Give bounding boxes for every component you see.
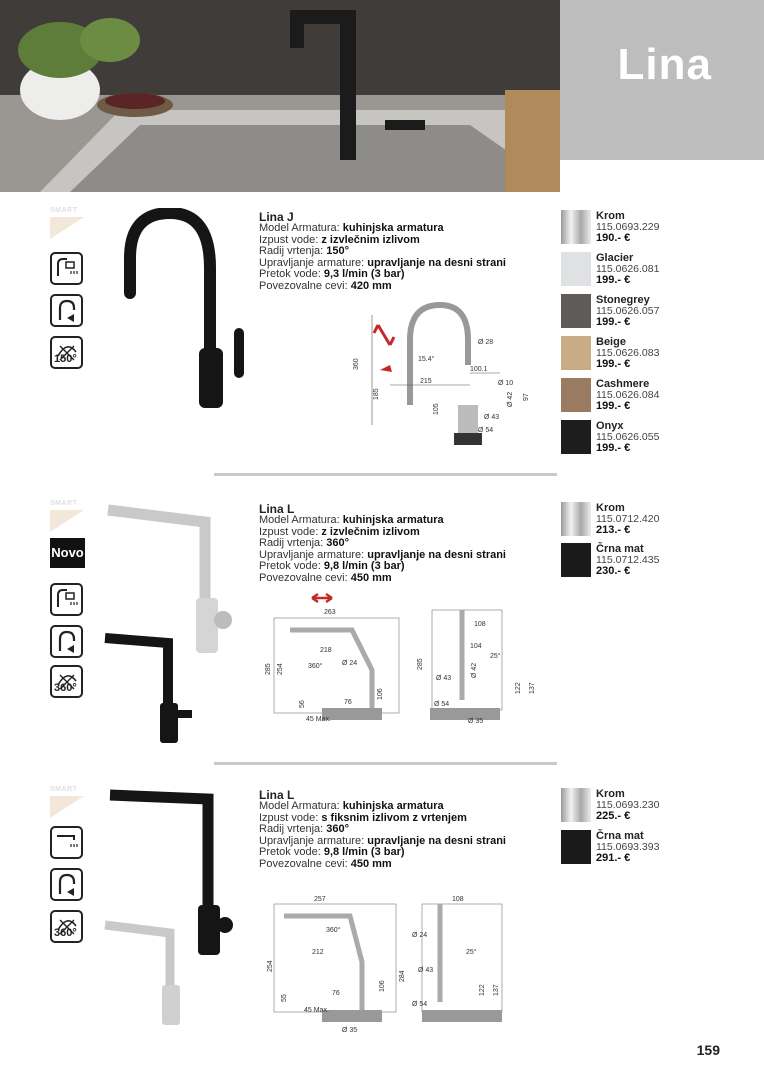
variant-code: 115.0693.229	[596, 221, 660, 233]
product-title: Lina L	[259, 788, 295, 802]
svg-text:257: 257	[314, 896, 326, 903]
svg-text:45 Max.: 45 Max.	[306, 716, 331, 723]
swatch-beige	[561, 336, 591, 370]
section-divider	[214, 473, 557, 476]
svg-text:360: 360	[353, 358, 360, 370]
spec-list: Model Armatura: kuhinjska armatura Izpust vode: z izvlečnim izlivom Radij vrtenja: 360° Upravljanje armature: upravljanje na desni strani Pretok vode: 9,8 l/min (3 bar) Povezovalne cevi: 450 mm	[259, 514, 506, 584]
swatch-onyx	[561, 420, 591, 454]
svg-text:284: 284	[399, 970, 406, 982]
page-title: Lina	[617, 40, 712, 89]
swatch-krom	[561, 210, 591, 244]
rotation-150-icon	[50, 336, 83, 369]
variant-price: 199.- €	[596, 358, 631, 370]
rotation-360-icon	[50, 665, 83, 698]
swatch-glacier	[561, 252, 591, 286]
rotation-label: 150°	[54, 353, 77, 365]
variant-name: Črna mat	[596, 830, 644, 842]
section-divider	[214, 762, 557, 765]
svg-text:122: 122	[515, 682, 522, 694]
svg-text:212: 212	[312, 949, 324, 956]
variant-code: 115.0693.393	[596, 841, 660, 853]
variant-code: 115.0626.081	[596, 263, 660, 275]
technical-drawing	[262, 590, 547, 735]
swatch-cashmere	[561, 378, 591, 412]
variant-code: 115.0712.435	[596, 554, 660, 566]
svg-text:Ø 54: Ø 54	[412, 1001, 428, 1008]
svg-text:105: 105	[433, 403, 440, 415]
svg-text:254: 254	[267, 960, 274, 972]
variant-name: Krom	[596, 788, 625, 800]
title-box	[560, 0, 764, 160]
svg-text:Ø 54: Ø 54	[434, 701, 450, 708]
svg-text:Ø 35: Ø 35	[468, 718, 484, 725]
svg-text:Ø 42: Ø 42	[507, 391, 514, 407]
svg-text:108: 108	[474, 621, 486, 628]
variant-name: Krom	[596, 210, 625, 222]
svg-text:285: 285	[417, 658, 424, 670]
rotation-label: 360°	[54, 682, 77, 694]
svg-text:122: 122	[479, 984, 486, 996]
page-number: 159	[696, 1042, 720, 1058]
svg-text:215: 215	[420, 378, 432, 385]
svg-text:15.4°: 15.4°	[418, 356, 435, 363]
smart-badge	[50, 786, 84, 818]
new-badge: Novo	[50, 538, 85, 568]
svg-text:137: 137	[493, 984, 500, 996]
svg-text:106: 106	[377, 688, 384, 700]
variant-price: 199.- €	[596, 400, 631, 412]
svg-text:218: 218	[320, 647, 332, 654]
svg-text:254: 254	[277, 663, 284, 675]
svg-text:360°: 360°	[326, 927, 341, 934]
rotation-label: 360°	[54, 927, 77, 939]
variant-name: Beige	[596, 336, 626, 348]
svg-text:97: 97	[523, 393, 530, 401]
smart-label: SMART	[50, 786, 78, 793]
kitchen-sink-photo	[0, 0, 560, 192]
smart-label: SMART	[50, 500, 78, 507]
variant-code: 115.0626.057	[596, 305, 660, 317]
high-spout-icon	[50, 868, 83, 901]
high-spout-icon	[50, 625, 83, 658]
svg-text:285: 285	[265, 663, 272, 675]
svg-text:55: 55	[281, 994, 288, 1002]
variant-price: 225.- €	[596, 810, 631, 822]
svg-text:76: 76	[332, 990, 340, 997]
svg-text:108: 108	[452, 896, 464, 903]
variant-price: 230.- €	[596, 565, 631, 577]
product-title: Lina J	[259, 210, 294, 224]
smart-badge	[50, 500, 84, 532]
svg-text:25°: 25°	[490, 653, 501, 660]
svg-text:263: 263	[324, 609, 336, 616]
svg-text:Ø 28: Ø 28	[478, 339, 494, 346]
fixed-spout-icon	[50, 826, 83, 859]
high-spout-icon	[50, 294, 83, 327]
swatch-stonegrey	[561, 294, 591, 328]
variant-name: Onyx	[596, 420, 624, 432]
product-title: Lina L	[259, 502, 295, 516]
svg-text:137: 137	[529, 682, 536, 694]
variant-price: 291.- €	[596, 852, 631, 864]
svg-text:Ø 24: Ø 24	[412, 932, 428, 939]
svg-text:Ø 54: Ø 54	[478, 427, 494, 434]
variant-name: Krom	[596, 502, 625, 514]
spec-list: Model Armatura: kuhinjska armatura Izpust vode: z izvlečnim izlivom Radij vrtenja: 150° Upravljanje armature: upravljanje na desni strani Pretok vode: 9,3 l/min (3 bar) Povezovalne cevi: 420 mm	[259, 222, 506, 292]
svg-text:Ø 43: Ø 43	[484, 414, 500, 421]
swatch-crna-mat	[561, 830, 591, 864]
variant-name: Stonegrey	[596, 294, 650, 306]
svg-text:Ø 42: Ø 42	[471, 662, 478, 678]
hero-photo	[0, 0, 560, 192]
swatch-krom	[561, 788, 591, 822]
svg-text:45 Max.: 45 Max.	[304, 1007, 329, 1014]
variant-price: 199.- €	[596, 316, 631, 328]
swatch-crna-mat	[561, 543, 591, 577]
variant-price: 199.- €	[596, 442, 631, 454]
variant-price: 190.- €	[596, 232, 631, 244]
variant-code: 115.0712.420	[596, 513, 660, 525]
lina-j-faucet-image	[100, 208, 260, 413]
variant-name: Glacier	[596, 252, 634, 264]
svg-text:25°: 25°	[466, 949, 477, 956]
variant-name: Cashmere	[596, 378, 650, 390]
variant-name: Črna mat	[596, 543, 644, 555]
variant-code: 115.0626.055	[596, 431, 660, 443]
pull-out-spray-icon	[50, 583, 83, 616]
svg-text:360°: 360°	[308, 663, 323, 670]
smart-badge	[50, 207, 84, 239]
swatch-krom	[561, 502, 591, 536]
svg-text:76: 76	[344, 699, 352, 706]
svg-text:Ø 10: Ø 10	[498, 380, 514, 387]
pull-out-spray-icon	[50, 252, 83, 285]
lina-l-fixed-faucet-image	[100, 785, 250, 1030]
svg-text:Ø 24: Ø 24	[342, 660, 358, 667]
svg-text:Ø 35: Ø 35	[342, 1027, 358, 1034]
svg-text:185: 185	[373, 388, 380, 400]
technical-drawing	[262, 892, 547, 1042]
variant-price: 199.- €	[596, 274, 631, 286]
smart-label: SMART	[50, 207, 78, 214]
svg-text:Ø 43: Ø 43	[436, 675, 452, 682]
variant-code: 115.0693.230	[596, 799, 660, 811]
svg-text:100.1: 100.1	[470, 366, 488, 373]
lina-l-faucet-image	[100, 498, 250, 748]
spec-list: Model Armatura: kuhinjska armatura Izpust vode: s fiksnim izlivom z vrtenjem Radij vrtenja: 360° Upravljanje armature: upravljanje na desni strani Pretok vode: 9,8 l/min (3 bar) Povezovalne cevi: 450 mm	[259, 800, 506, 870]
variant-price: 213.- €	[596, 524, 631, 536]
variant-code: 115.0626.084	[596, 389, 660, 401]
svg-text:106: 106	[379, 980, 386, 992]
variant-code: 115.0626.083	[596, 347, 660, 359]
svg-text:56: 56	[299, 700, 306, 708]
svg-text:104: 104	[470, 643, 482, 650]
technical-drawing	[350, 295, 550, 460]
svg-text:Ø 43: Ø 43	[418, 967, 434, 974]
rotation-360-icon	[50, 910, 83, 943]
